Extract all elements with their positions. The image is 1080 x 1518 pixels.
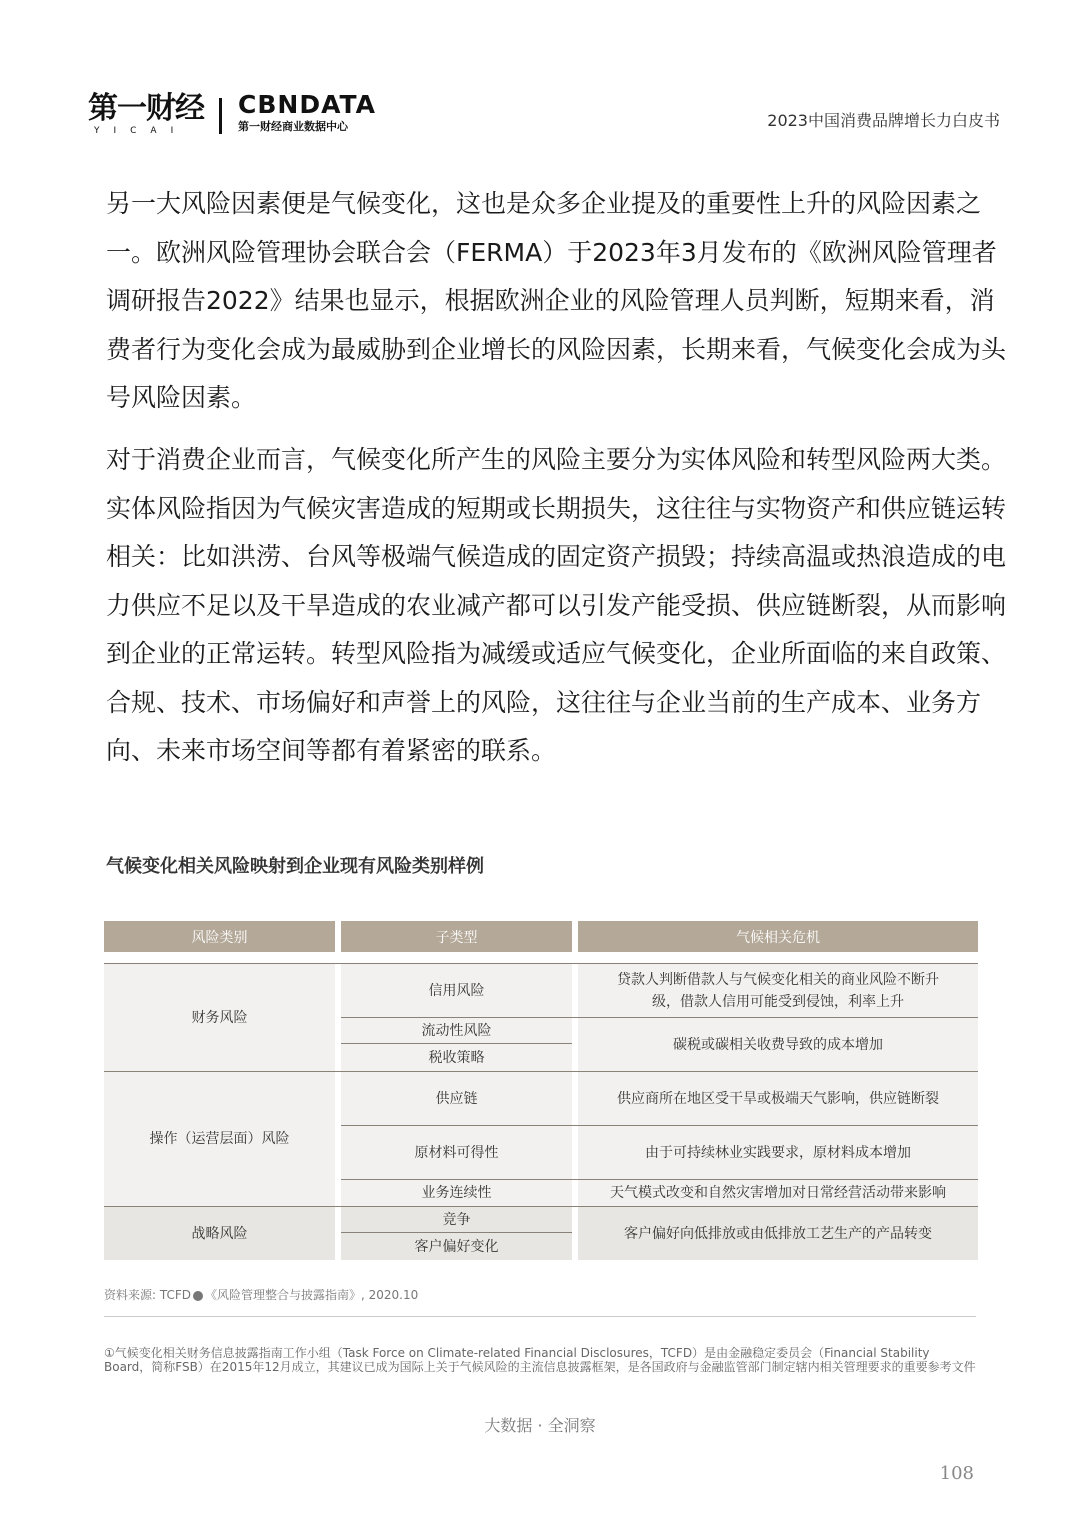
crisis-credit: 贷款人判断借款人与气候变化相关的商业风险不断升级，借款人信用可能受到侵蚀，利率上升 (578, 964, 978, 1017)
footer-slogan: 大数据 · 全洞察 (484, 1416, 596, 1435)
subtype-raw-materials: 原材料可得性 (341, 1126, 572, 1179)
category-financial: 财务风险 (104, 964, 335, 1071)
crisis-carbon-tax: 碳税或碳相关收费导致的成本增加 (578, 1018, 978, 1071)
row-rule (104, 1071, 978, 1072)
yicai-logo: 第一财经 YICAI (88, 91, 204, 136)
category-strategic: 战略风险 (104, 1207, 335, 1260)
subtype-customer-preference: 客户偏好变化 (341, 1233, 572, 1260)
crisis-supply-chain: 供应商所在地区受干旱或极端天气影响，供应链断裂 (578, 1072, 978, 1125)
header-risk-category: 风险类别 (104, 921, 335, 952)
crisis-business-continuity: 天气模式改变和自然灾害增加对日常经营活动带来影响 (578, 1180, 978, 1206)
row-rule (104, 1206, 978, 1207)
footnote-divider (104, 1316, 976, 1317)
subtype-tax: 税收策略 (341, 1044, 572, 1071)
subtype-liquidity: 流动性风险 (341, 1018, 572, 1043)
document-title: 2023中国消费品牌增长力白皮书 (767, 111, 1000, 130)
crisis-customer-preference: 客户偏好向低排放或由低排放工艺生产的产品转变 (578, 1207, 978, 1260)
category-operational: 操作（运营层面）风险 (104, 1072, 335, 1206)
header-subtype: 子类型 (341, 921, 572, 952)
crisis-raw-materials: 由于可持续林业实践要求，原材料成本增加 (578, 1126, 978, 1179)
row-rule (341, 1179, 978, 1180)
subtype-business-continuity: 业务连续性 (341, 1180, 572, 1206)
paragraph-risk-types: 对于消费企业而言，气候变化所产生的风险主要分为实体风险和转型风险两大类。实体风险指因为气候灾害造成的短期或长期损失，这往往与实物资产和供应链运转相关：比如洪涝、台风等极端气候造成的固定资产损毁；持续高温或热浪造成的电力供应不足以及干旱造成的农业减产都可以引发产能受损、供应链断裂，从而影响到企业的正常运转。转型风险指为减缓或适应气候变化，企业所面临的来自政策、合规、技术、市场偏好和声誉上的风险，这往往与企业当前的生产成本、业务方向、未来市场空间等都有着紧密的联系。 (106, 445, 1007, 765)
risk-mapping-table (104, 921, 978, 1261)
footnote: ①气候变化相关财务信息披露指南工作小组（Task Force on Climate-related Financial Disclosures，TCFD）是由金融稳定委员会（Financial Stability Board，简称FSB）在2015年12月成立，其建议已成为国际上关于气候风险的主流信息披露框架，是各国政府与金融监管部门制定辖内相关管理要求的重要参考文件 (104, 1346, 976, 1374)
footnote-marker-icon (193, 1291, 203, 1301)
page-number: 108 (939, 1463, 974, 1484)
subtype-supply-chain: 供应链 (341, 1072, 572, 1125)
row-rule (341, 1232, 572, 1233)
row-rule (341, 1017, 978, 1018)
subtype-credit: 信用风险 (341, 964, 572, 1017)
row-rule (341, 1043, 572, 1044)
figure-source: 资料来源: TCFD 《风险管理整合与披露指南》, 2020.10 (104, 1288, 419, 1302)
cbndata-logo: CBNDATA 第一财经商业数据中心 (238, 90, 376, 133)
figure-title: 气候变化相关风险映射到企业现有风险类别样例 (106, 856, 484, 877)
logo-divider (219, 98, 222, 134)
row-rule (341, 1125, 978, 1126)
header-climate-crisis: 气候相关危机 (578, 921, 978, 952)
subtype-competition: 竞争 (341, 1207, 572, 1232)
paragraph-climate-risk: 另一大风险因素便是气候变化，这也是众多企业提及的重要性上升的风险因素之一。欧洲风险管理协会联合会（FERMA）于2023年3月发布的《欧洲风险管理者调研报告2022》结果也显示，根据欧洲企业的风险管理人员判断，短期来看，消费者行为变化会成为最威胁到企业增长的风险因素，长期来看，气候变化会成为头号风险因素。 (106, 189, 1007, 412)
page-header (88, 88, 1000, 148)
